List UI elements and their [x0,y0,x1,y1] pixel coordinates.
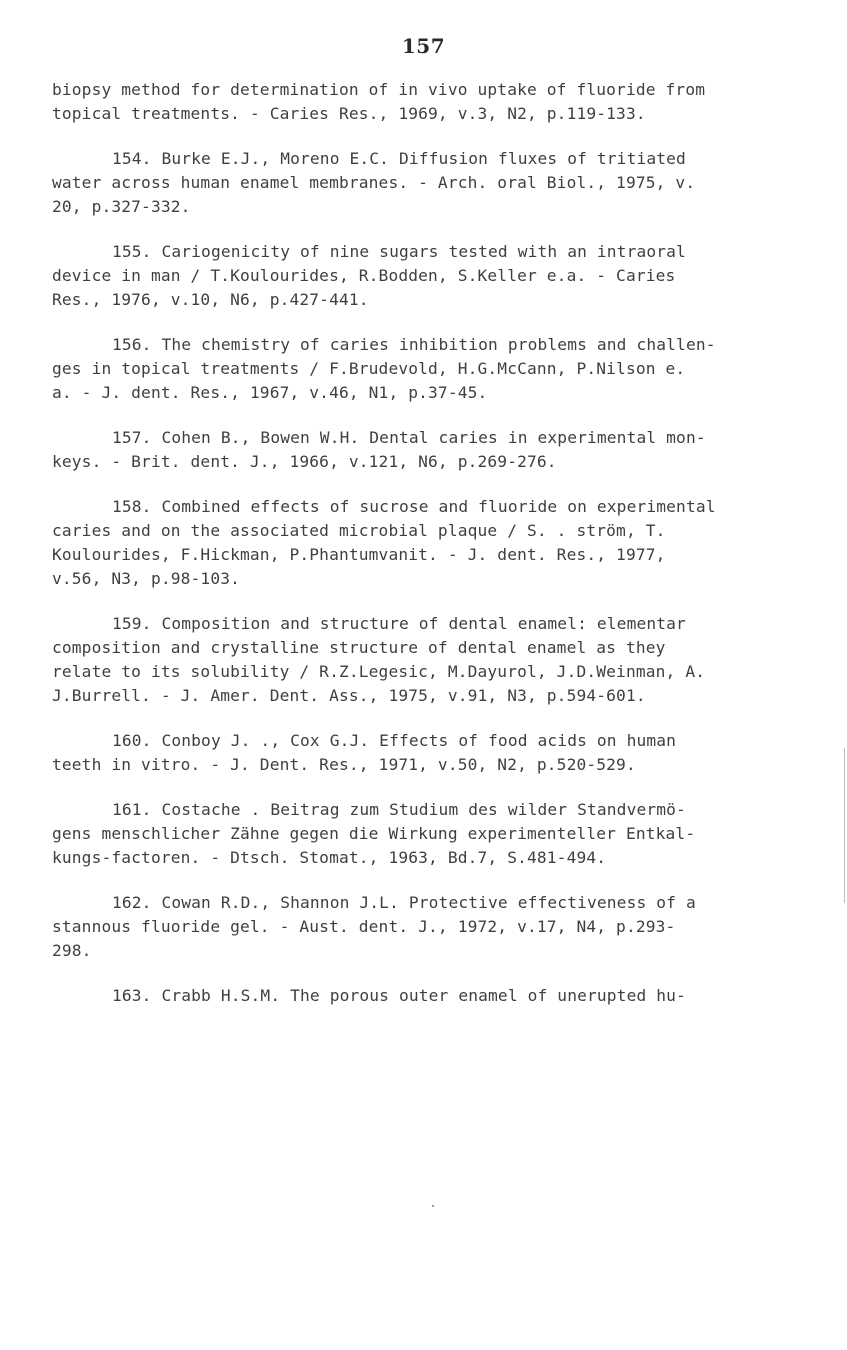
text-line: gens menschlicher Zähne gegen die Wirkung experimenteller Entkal- [52,824,696,843]
text-line: kungs-factoren. - Dtsch. Stomat., 1963, Bd.7, S.481-494. [52,848,607,867]
text-line: v.56, N3, p.98-103. [52,569,241,588]
text-line: 157. Cohen B., Bowen W.H. Dental caries in experimental mon- [112,428,706,447]
text-line: 298. [52,941,92,960]
text-line: 156. The chemistry of caries inhibition problems and challen- [112,335,716,354]
text-line: a. - J. dent. Res., 1967, v.46, N1, p.37-45. [52,383,488,402]
text-line: Koulourides, F.Hickman, P.Phantumvanit. - J. dent. Res., 1977, [52,545,666,564]
bibliography-entry-156 [52,333,842,405]
text-line: topical treatments. - Caries Res., 1969, v.3, N2, p.119-133. [52,104,646,123]
bibliography-entry-153-continuation [52,78,842,126]
text-line: teeth in vitro. - J. Dent. Res., 1971, v.50, N2, p.520-529. [52,755,636,774]
page-number: 157 [401,34,446,58]
text-line: relate to its solubility / R.Z.Legesic, M.Dayurol, J.D.Weinman, A. [52,662,706,681]
text-line: 158. Combined effects of sucrose and fluoride on experimental [112,497,716,516]
text-line: Res., 1976, v.10, N6, p.427-441. [52,290,369,309]
scan-edge-line [844,748,845,903]
text-line: 20, p.327-332. [52,197,191,216]
text-line: 160. Conboy J. ., Cox G.J. Effects of food acids on human [112,731,677,750]
text-line: 161. Costache . Beitrag zum Studium des wilder Standvermö- [112,800,686,819]
bibliography-body [52,78,842,1008]
text-line: stannous fluoride gel. - Aust. dent. J., 1972, v.17, N4, p.293- [52,917,676,936]
text-line: J.Burrell. - J. Amer. Dent. Ass., 1975, v.91, N3, p.594-601. [52,686,646,705]
bibliography-entry-158 [52,495,842,591]
bibliography-entry-161 [52,798,842,870]
bibliography-entry-157 [52,426,842,474]
text-line: 159. Composition and structure of dental enamel: elementar [112,614,686,633]
bibliography-entry-163 [52,984,842,1008]
text-line: composition and crystalline structure of dental enamel as they [52,638,666,657]
text-line: ges in topical treatments / F.Brudevold, H.G.McCann, P.Nilson e. [52,359,686,378]
text-line: caries and on the associated microbial plaque / S. . ström, T. [52,521,666,540]
text-line: device in man / T.Koulourides, R.Bodden, S.Keller e.a. - Caries [52,266,676,285]
bibliography-entry-154 [52,147,842,219]
bibliography-entry-155 [52,240,842,312]
text-line: 155. Cariogenicity of nine sugars tested with an intraoral [112,242,686,261]
text-line: 154. Burke E.J., Moreno E.C. Diffusion fluxes of tritiated [112,149,686,168]
bibliography-entry-160 [52,729,842,777]
scan-speck [432,1205,434,1207]
text-line: 162. Cowan R.D., Shannon J.L. Protective effectiveness of a [112,893,696,912]
bibliography-entry-159 [52,612,842,708]
text-line: biopsy method for determination of in vivo uptake of fluoride from [52,80,706,99]
text-line: 163. Crabb H.S.M. The porous outer enamel of unerupted hu- [112,986,686,1005]
text-line: water across human enamel membranes. - Arch. oral Biol., 1975, v. [52,173,696,192]
bibliography-entry-162 [52,891,842,963]
text-line: keys. - Brit. dent. J., 1966, v.121, N6, p.269-276. [52,452,557,471]
